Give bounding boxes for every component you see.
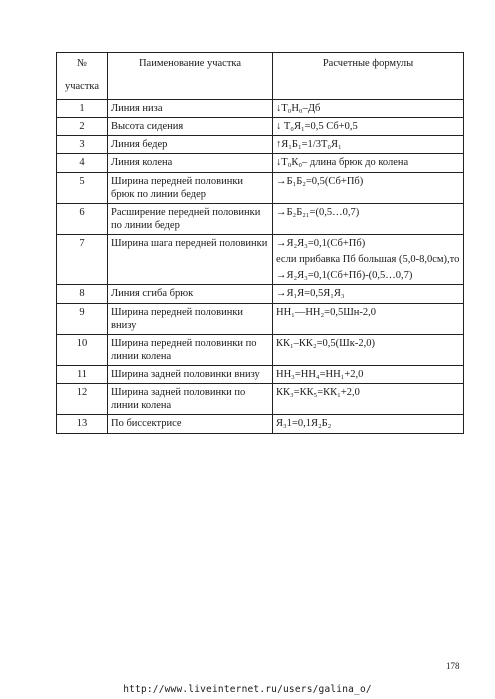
section-name-cell: Линия сгиба брюк — [108, 285, 273, 303]
formula-line: Я₃1=0,1Я₂Б₂ — [276, 418, 332, 430]
section-name-cell: Ширина передней половинки по линии колена — [108, 334, 273, 365]
formula-cell — [273, 366, 464, 384]
row-number-cell: 11 — [57, 366, 108, 384]
formula-line: КК₁–КК₂=0,5(Шк-2,0) — [276, 337, 375, 349]
table-row — [57, 384, 464, 415]
formula-line: НН₃=НН₄=НН₁+2,0 — [276, 369, 364, 380]
table-row — [57, 100, 464, 118]
formula-cell — [273, 415, 464, 433]
table-row — [57, 172, 464, 203]
table-row — [57, 203, 464, 234]
row-number-cell: 5 — [57, 172, 108, 203]
formula-cell — [273, 334, 464, 365]
formula-cell — [273, 285, 464, 303]
header-cell-number — [57, 53, 108, 100]
table-row — [57, 136, 464, 154]
formulas-table — [56, 52, 464, 434]
formula-cell — [273, 384, 464, 415]
formula-line: →Я₂Я₃=0,1(Сб+Пб)-(0,5…0,7) — [276, 270, 413, 282]
row-number-cell: 6 — [57, 203, 108, 234]
table-row — [57, 366, 464, 384]
header-cell-formula: Расчетные формулы — [273, 53, 464, 100]
table-row — [57, 334, 464, 365]
formula-cell — [273, 136, 464, 154]
row-number-cell: 13 — [57, 415, 108, 433]
formula-cell — [273, 203, 464, 234]
section-name-cell: Линия низа — [108, 100, 273, 118]
footer-url: http://www.liveinternet.ru/users/galina_o/ — [123, 684, 372, 695]
formula-cell — [273, 154, 464, 172]
formula-line: →Б₁Б₂=0,5(Сб+Пб) — [276, 175, 364, 187]
formula-line: →Я₂Я₃=0,1(Сб+Пб) — [276, 238, 366, 249]
formula-line: НН₁—НН₂=0,5Шн-2,0 — [276, 306, 377, 318]
formula-line: ↓Т₀Н₀–Дб — [276, 103, 321, 114]
row-number-cell: 7 — [57, 235, 108, 285]
row-number-cell: 2 — [57, 118, 108, 136]
formula-line: ↓ Т₀Я₁=0,5 Сб+0,5 — [276, 121, 358, 133]
header-number-line2: участка — [64, 81, 100, 93]
row-number-cell: 4 — [57, 154, 108, 172]
table-header-row — [57, 53, 464, 100]
section-name-cell: Расширение передней половинки по линии бедер — [108, 203, 273, 234]
section-name-cell: По биссектрисе — [108, 415, 273, 433]
table-row — [57, 285, 464, 303]
header-number-line1: № — [76, 58, 88, 69]
section-name-cell: Ширина задней половинки внизу — [108, 366, 273, 384]
formula-cell — [273, 118, 464, 136]
section-name-cell: Ширина задней половинки по линии колена — [108, 384, 273, 415]
section-name-cell: Ширина передней половинки брюк по линии бедер — [108, 172, 273, 203]
formula-line: ↑Я₁Б₁=1/3Т₀Я₁ — [276, 139, 342, 151]
formula-line: КК₃=КК₅=КК₁+2,0 — [276, 387, 360, 399]
formula-line: →Я₁Я=0,5Я₁Я₃ — [276, 288, 345, 300]
table-row — [57, 235, 464, 285]
section-name-cell: Высота сидения — [108, 118, 273, 136]
section-name-cell: Линия колена — [108, 154, 273, 172]
formula-cell — [273, 100, 464, 118]
row-number-cell: 1 — [57, 100, 108, 118]
section-name-cell: Ширина передней половинки внизу — [108, 303, 273, 334]
formula-line: →Б₂Б₂₁=(0,5…0,7) — [276, 206, 360, 218]
formula-cell — [273, 235, 464, 285]
formula-cell — [273, 172, 464, 203]
header-cell-name: Паименование участка — [108, 53, 273, 100]
section-name-cell: Ширина шага передней половинки — [108, 235, 273, 285]
row-number-cell: 10 — [57, 334, 108, 365]
table-row — [57, 303, 464, 334]
page-number: 178 — [446, 661, 460, 671]
row-number-cell: 12 — [57, 384, 108, 415]
formula-line: ↓Т₀К₀– длина брюк до колена — [276, 157, 409, 169]
formula-cell — [273, 303, 464, 334]
table-row — [57, 415, 464, 433]
section-name-cell: Линия бедер — [108, 136, 273, 154]
formulas-table-body — [57, 53, 464, 434]
table-row — [57, 154, 464, 172]
row-number-cell: 9 — [57, 303, 108, 334]
row-number-cell: 8 — [57, 285, 108, 303]
row-number-cell: 3 — [57, 136, 108, 154]
formula-line: если прибавка Пб большая (5,0-8,0см),то — [276, 254, 460, 266]
table-row — [57, 118, 464, 136]
